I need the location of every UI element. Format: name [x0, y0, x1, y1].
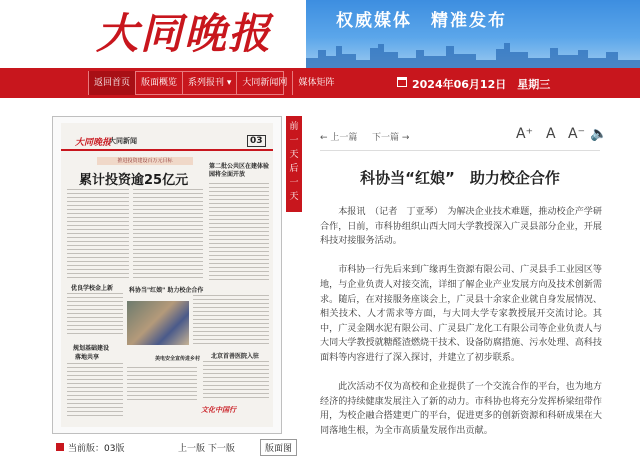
nav-home[interactable]: 返回首页 [89, 71, 136, 95]
side-tab-char: 后 [289, 164, 299, 174]
text-column [67, 363, 123, 419]
nav-news-site[interactable]: 大同新闻网 [237, 71, 293, 95]
paper-side-title[interactable]: 第二批公共区在建体验园将全面开放 [209, 163, 270, 178]
city-skyline-graphic [306, 40, 640, 68]
prev-article-link[interactable]: ← 上一篇 [320, 133, 358, 143]
article-title: 科协当“红娘” 助力校企合作 [360, 169, 560, 187]
prev-article-label: 上一篇 [330, 133, 358, 143]
banner [306, 0, 640, 68]
paper-logo: 大同晚报 [75, 138, 112, 148]
paper-photo[interactable] [127, 301, 189, 345]
side-tab-char: 前 [289, 122, 299, 132]
side-tab-char: 一 [289, 136, 299, 146]
site-logo[interactable]: 大同晚报 [96, 9, 273, 58]
newspaper-page [61, 123, 273, 427]
issue-date[interactable]: 2024年06月12日 星期三 [412, 78, 551, 91]
paper-page-number: 03 [247, 135, 266, 147]
paper-footer [52, 440, 292, 456]
font-decrease-icon[interactable]: A⁻ [568, 126, 585, 142]
current-page-label: 当前版：03版 [68, 444, 125, 454]
paper-subhead[interactable]: 科协当"红娘" 助力校企合作 [129, 287, 204, 294]
day-switch-tab[interactable] [286, 116, 302, 212]
nav-media-matrix[interactable]: 媒体矩阵 [298, 78, 335, 88]
page-nav [178, 441, 235, 454]
article-toolbar [320, 126, 608, 148]
paper-kicker[interactable]: 推进投资建设百万元目标 [97, 157, 193, 165]
next-page-link[interactable]: 下一版 [207, 444, 235, 454]
main-nav [0, 68, 640, 98]
next-article-label: 下一篇 [372, 133, 400, 143]
paper-section: 大同新闻 [109, 137, 137, 145]
nav-series[interactable]: 系列报刊 ▾ [183, 71, 237, 95]
nav-overview[interactable]: 版面概览 [136, 71, 183, 95]
side-tab-char: 天 [289, 192, 299, 202]
current-page-icon [56, 443, 64, 451]
banner-slogan: 权威媒体 精准发布 [336, 11, 507, 31]
site-header [0, 0, 640, 68]
nav-menu [88, 71, 335, 95]
paper-subhead[interactable]: 规划基础建设 [73, 345, 110, 352]
audio-icon[interactable]: 🔈 [590, 126, 608, 142]
next-article-link[interactable]: 下一篇 → [372, 133, 410, 143]
text-column [133, 189, 203, 279]
newspaper-page-thumbnail[interactable] [52, 116, 282, 434]
article-body [320, 205, 602, 453]
font-increase-icon[interactable]: A⁺ [516, 126, 533, 142]
prev-page-link[interactable]: 上一版 [178, 444, 206, 454]
side-tab-char: 天 [289, 150, 299, 160]
font-reset-icon[interactable]: A [546, 126, 556, 142]
text-column [203, 361, 269, 401]
text-column [127, 367, 197, 403]
article-paragraph: 此次活动不仅为高校和企业提供了一个交流合作的平台，也为地方经济的持续健康发展注入了新的动力。市科协也将充分发挥桥梁纽带作用，为校企融合搭建更广的平台，促进更多的创新资源和科研成果在大同落地生根，为全市高质量发展作出贡献。 [320, 382, 602, 436]
text-column [67, 189, 129, 279]
calendar-icon[interactable] [397, 77, 407, 87]
paper-headline[interactable]: 累计投资逾25亿元 [79, 173, 189, 188]
article-paragraph: 本报讯 （记者 丁亚琴） 为解决企业技术难题，推动校企产学研合作，日前，市科协组织山西大同大学教授深入广灵县部分企业，开展科技对接服务活动。 [320, 207, 602, 247]
toolbar-divider [320, 150, 600, 151]
paper-footer-logo: 文化中国行 [201, 406, 236, 414]
text-column [209, 183, 269, 283]
paper-photo-caption[interactable]: 美电安全宣传进乡村 [155, 356, 201, 362]
paper-subhead[interactable]: 落地共享 [75, 354, 100, 361]
layout-view-button[interactable]: 版面图 [260, 439, 297, 456]
text-column [67, 293, 123, 337]
side-tab-char: 一 [289, 178, 299, 188]
paper-subhead[interactable]: 北京首善医院入驻 [211, 353, 260, 360]
paper-header [61, 133, 273, 151]
paper-subhead[interactable]: 优良学校金上新 [71, 285, 114, 292]
article-paragraph: 市科协一行先后来到广缘再生资源有限公司、广灵县手工业园区等地，与企业负责人对接交流，详细了解企业产业发展方向及技术创新需求。随后，在对接服务座谈会上，广灵县十余家企业就自身发展情况、相关技术、人才需求等方面，与大同大学专家教授展开交流讨论。其中，广灵金隅水泥有限公司、广灵县广龙化工有限公司等企业负责人与大同大学教授就糖醛渣燃烧干技术、设备防腐措施、污水处理、高科技面料等内容进行了深入探讨，并建立了初步联系。 [320, 265, 602, 363]
text-column [193, 295, 269, 345]
